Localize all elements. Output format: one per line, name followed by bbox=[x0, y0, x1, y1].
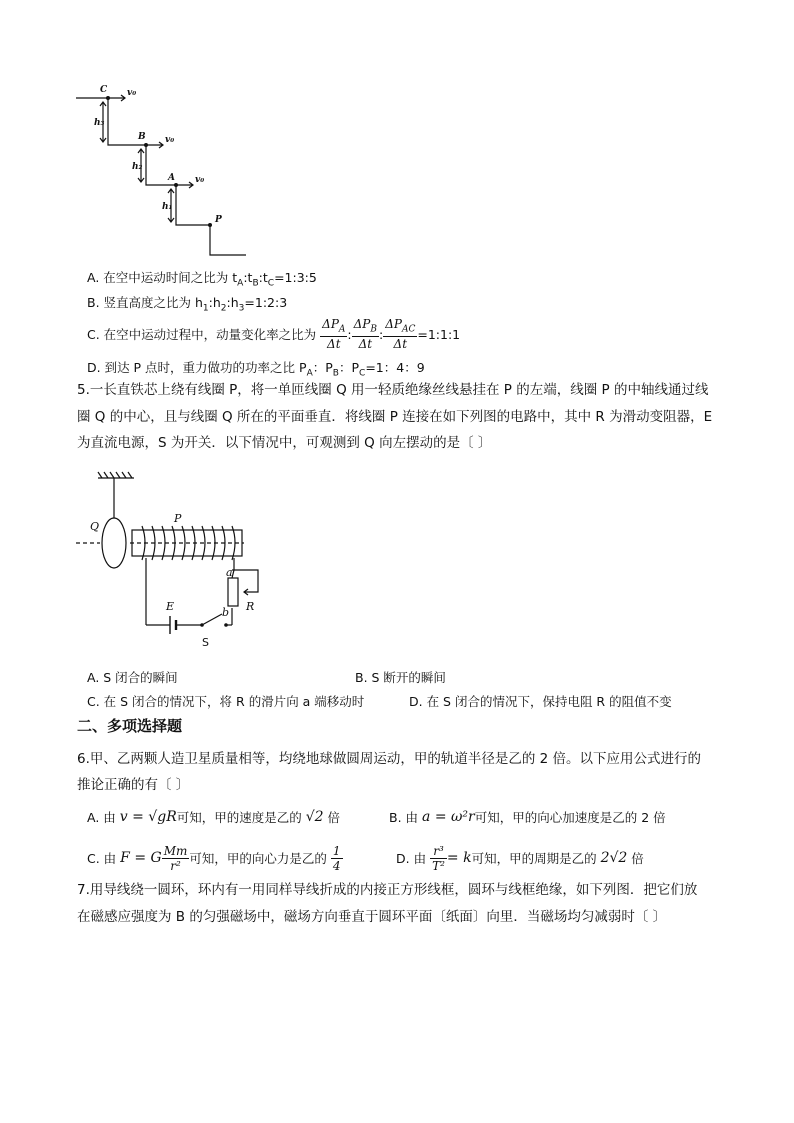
label-h3: h₃ bbox=[94, 118, 105, 128]
q6-option-a: A. 由 v = √gR 可知，甲的速度是乙的 √2 倍 bbox=[87, 809, 341, 825]
label-h1: h₁ bbox=[162, 202, 173, 212]
value-a: √2 bbox=[305, 809, 324, 825]
label-r: R bbox=[246, 600, 255, 613]
q5-option-d: D. 在 S 闭合的情况下，保持电阻 R 的阻值不变 bbox=[409, 694, 672, 709]
label-s: S bbox=[202, 636, 209, 649]
q5-stem-line3: 为直流电源，S 为开关．以下情况中，可观测到 Q 向左摆动的是〔 〕 bbox=[77, 435, 492, 451]
q6-option-c: C. 由 F = G $\frac{Mm}{\text{r²}}$ 可知，甲的向心力是乙的 $\frac{1}{4}$ bbox=[87, 843, 341, 873]
q4-option-d: D. 到达 P 点时，重力做功的功率之比 $P_A$：$P_B$：$P_C=1$：4：9 bbox=[87, 360, 425, 379]
label-p: P bbox=[215, 215, 222, 225]
fraction-one-quarter: $\frac{1}{4}$ bbox=[332, 843, 341, 873]
q5-option-c: C. 在 S 闭合的情况下，将 R 的滑片向 a 端移动时 bbox=[87, 694, 365, 709]
label-h2: h₂ bbox=[132, 162, 143, 172]
q6-stem-line1: 6.甲、乙两颗人造卫星质量相等，均绕地球做圆周运动，甲的轨道半径是乙的 2 倍。以下应用公式进行的 bbox=[77, 751, 702, 767]
q5-option-a: A. S 闭合的瞬间 bbox=[87, 670, 178, 685]
q6-option-d: D. 由 $\frac{\text{r³}}{\text{T²}}$ = k 可知，甲的周期是乙的 2√2 倍 bbox=[396, 843, 644, 873]
projectile-stairs-figure bbox=[70, 80, 260, 260]
point-a-dot bbox=[174, 183, 178, 187]
q5-stem-line2: 圈 Q 的中心，且与线圈 Q 所在的平面垂直．将线圈 P 连接在如下列图的电路中，其中 R 为滑动变阻器，E bbox=[77, 409, 713, 425]
label-e: E bbox=[166, 600, 175, 613]
label-p: P bbox=[174, 512, 182, 525]
value-d: 2√2 bbox=[600, 850, 628, 866]
label-v0-a: v₀ bbox=[195, 175, 205, 185]
label-b: B bbox=[138, 132, 146, 142]
fraction-r3-t2: $\frac{\text{r³}}{\text{T²}}$ bbox=[432, 843, 445, 873]
q4-option-c: C. 在空中运动过程中，动量变化率之比为 $\frac{\Delta P_A}{\Delta t}$ : $\frac{\Delta P_B}{\Delta t}$ : $\frac{\Delta P_{AC}}{\Delta t}$ =1:1:1 bbox=[87, 316, 461, 352]
q4-option-a: A. 在空中运动时间之比为 $t_A:t_B:t_C=1:3:5$ bbox=[87, 270, 317, 289]
point-p-dot bbox=[208, 223, 212, 227]
label-a: A bbox=[168, 173, 175, 183]
point-b-dot bbox=[144, 143, 148, 147]
point-c-dot bbox=[106, 96, 110, 100]
q7-stem-line2: 在磁感应强度为 B 的匀强磁场中，磁场方向垂直于圆环平面〔纸面〕向里．当磁场均匀减弱时〔 〕 bbox=[77, 909, 667, 925]
label-a-terminal: a bbox=[226, 566, 233, 579]
q5-stem-line1: 5.一长直铁芯上绕有线圈 P，将一单匝线圈 Q 用一轻质绝缘丝线悬挂在 P 的左端，线圈 P 的中轴线通过线 bbox=[77, 382, 709, 398]
fraction-b: $\frac{\Delta P_B}{\Delta t}$ bbox=[353, 316, 378, 352]
formula-b: a = ω²r bbox=[422, 809, 475, 825]
label-q: Q bbox=[90, 520, 100, 533]
formula-a: v = √gR bbox=[119, 809, 177, 825]
q5-option-b: B. S 断开的瞬间 bbox=[355, 670, 446, 685]
label-v0-c: v₀ bbox=[127, 88, 137, 98]
q6-stem-line2: 推论正确的有〔 〕 bbox=[77, 777, 190, 793]
q7-stem-line1: 7.用导线绕一圆环，环内有一用同样导线折成的内接正方形线框，圆环与线框绝缘，如下列图．把它们放 bbox=[77, 882, 698, 898]
section-title: 二、多项选择题 bbox=[77, 717, 183, 735]
fraction-mm-r2: $\frac{Mm}{\text{r²}}$ bbox=[163, 843, 188, 873]
label-c: C bbox=[100, 85, 108, 95]
label-v0-b: v₀ bbox=[165, 135, 175, 145]
q6-option-b: B. 由 a = ω²r 可知，甲的向心加速度是乙的 2 倍 bbox=[389, 809, 666, 825]
fraction-a: $\frac{\Delta P_A}{\Delta t}$ bbox=[322, 316, 346, 352]
fraction-c: $\frac{\Delta P_{AC}}{\Delta t}$ bbox=[385, 316, 416, 352]
q4-option-b: B. 竖直高度之比为 $h_1:h_2:h_3=1:2:3$ bbox=[87, 295, 288, 314]
coil-circuit-figure bbox=[72, 470, 282, 650]
label-b-terminal: b bbox=[222, 606, 230, 619]
